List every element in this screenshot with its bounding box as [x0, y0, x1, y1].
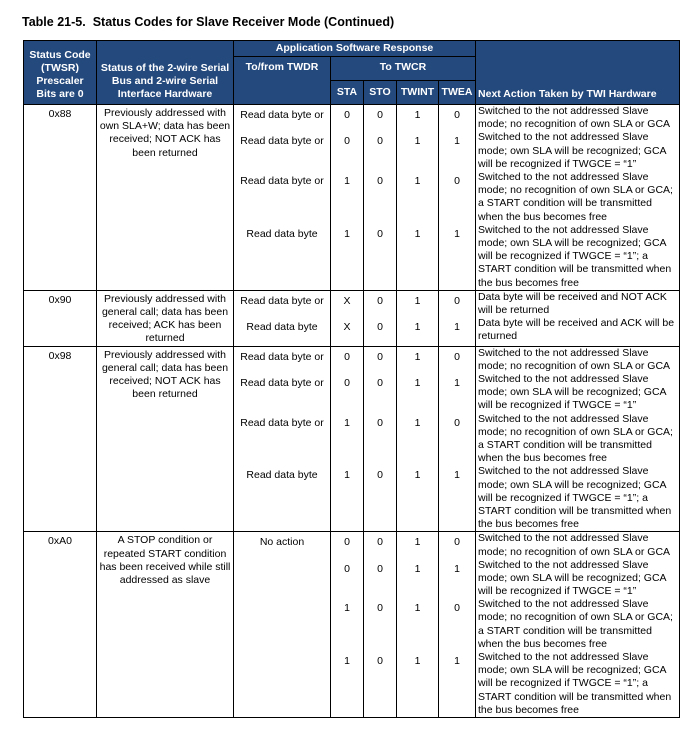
twint-value: 1 [414, 562, 421, 575]
next-action-line: Switched to the not addressed Slave [478, 105, 649, 117]
next-action-line: Data byte will be received and ACK will be [478, 317, 675, 330]
sto-value: 0 [377, 174, 383, 187]
sta-value: 0 [344, 109, 350, 121]
twea-cell [439, 532, 476, 718]
next-action-line: will be recognized if TWGCE = “1” [478, 585, 637, 598]
twea-value: 0 [454, 174, 460, 187]
next-action-line: Switched to the not addressed Slave [478, 346, 649, 359]
twdr-value: Read data byte or [240, 109, 324, 121]
header-status-code: Status Code (TWSR) Prescaler Bits are 0 [24, 41, 97, 105]
status-codes-table [23, 40, 680, 718]
sta-value: 1 [344, 227, 350, 240]
status-code-cell [24, 532, 97, 718]
next-action-line: will be recognized if TWGCE = “1” [478, 399, 637, 412]
next-action-line: the bus becomes free [478, 703, 579, 716]
twdr-value: Read data byte [246, 321, 318, 334]
sto-value: 0 [377, 109, 383, 121]
next-action-cell [476, 290, 680, 346]
twint-value: 1 [414, 536, 421, 549]
sta-value: 1 [344, 602, 350, 615]
sta-value: 0 [344, 350, 350, 363]
sta-value: X [343, 294, 351, 307]
next-action-line: Switched to the not addressed Slave [478, 651, 649, 664]
twint-cell [397, 532, 439, 718]
sta-value: 1 [344, 655, 350, 668]
next-action-line: START condition will be transmitted when [478, 504, 672, 517]
sto-cell [364, 346, 397, 532]
twint-cell [397, 346, 439, 532]
twdr-action-cell [234, 290, 331, 346]
twint-value: 1 [414, 109, 421, 121]
status-description-line: repeated START condition [103, 547, 227, 560]
status-code: 0x90 [48, 293, 72, 306]
header-status-hardware: Status of the 2-wire Serial Bus and 2-wire Serial Interface Hardware [97, 41, 234, 105]
sto-value: 0 [377, 602, 383, 615]
twdr-action-cell [234, 346, 331, 532]
table-body [24, 105, 680, 718]
twint-value: 1 [414, 655, 421, 668]
twdr-value: Read data byte or [240, 135, 324, 148]
header-sta: STA [331, 81, 364, 105]
sta-cell [331, 346, 364, 532]
status-code: 0x98 [48, 349, 72, 362]
sta-cell [331, 290, 364, 346]
twdr-value: Read data byte or [240, 376, 324, 389]
status-description-cell [97, 105, 234, 291]
next-action-line: will be recognized if TWGCE = “1”; a [478, 491, 648, 504]
sta-value: 0 [344, 562, 350, 575]
next-action-line: the bus becomes free [478, 276, 579, 289]
next-action-line: Switched to the not addressed Slave [478, 532, 649, 545]
twdr-value [236, 598, 328, 602]
table-title: Status Codes for Slave Receiver Mode (Continued) [92, 15, 395, 29]
status-description-line: general call; data has been [101, 305, 229, 318]
header-twea: TWEA [439, 81, 476, 105]
status-description-line: received; ACK has been [108, 319, 222, 332]
twint-value: 1 [414, 602, 421, 615]
twdr-action-cell [234, 105, 331, 291]
status-description-line: has been received while still [99, 560, 231, 573]
status-code-cell [24, 346, 97, 532]
next-action-line: mode; own SLA will be recognized; GCA [478, 664, 667, 677]
next-action-line: mode; own SLA will be recognized; GCA [478, 144, 667, 157]
twdr-value: Read data byte or [240, 416, 324, 429]
twea-value: 0 [454, 109, 460, 121]
status-description-line: own SLA+W; data has been [99, 120, 231, 133]
table-caption [22, 15, 394, 29]
next-action-cell [476, 532, 680, 718]
twea-value: 0 [454, 416, 460, 429]
next-action-line: Switched to the not addressed Slave [478, 558, 649, 571]
twea-cell [439, 290, 476, 346]
twint-value: 1 [414, 294, 421, 307]
sta-value: 0 [344, 536, 350, 549]
sto-value: 0 [377, 469, 383, 482]
twint-value: 1 [414, 321, 421, 334]
status-description-line: A STOP condition or [117, 534, 213, 547]
header-app-response: Application Software Response [234, 41, 476, 57]
twea-cell [439, 105, 476, 291]
next-action-line: will be recognized if TWGCE = “1”; a [478, 250, 648, 263]
next-action-cell [476, 346, 680, 532]
sta-value: 1 [344, 416, 350, 429]
sta-value: 1 [344, 469, 350, 482]
twint-value: 1 [414, 469, 421, 482]
twint-cell [397, 105, 439, 291]
next-action-line: when the bus becomes free [478, 210, 608, 223]
sta-cell [331, 105, 364, 291]
table-row [24, 290, 680, 346]
next-action-line: when the bus becomes free [478, 452, 608, 465]
next-action-line: mode; own SLA will be recognized; GCA [478, 236, 667, 249]
sta-value: 1 [344, 174, 350, 187]
sto-cell [364, 105, 397, 291]
sta-cell [331, 532, 364, 718]
twea-value: 1 [454, 321, 460, 334]
twdr-value: No action [259, 536, 305, 549]
next-action-line: mode; no recognition of own SLA or GCA [478, 359, 671, 372]
sto-value: 0 [377, 655, 383, 668]
next-action-line: mode; no recognition of own SLA or GCA; [478, 611, 673, 624]
next-action-line: Switched to the not addressed Slave [478, 412, 649, 425]
twea-value: 1 [454, 655, 460, 668]
next-action-line: Switched to the not addressed Slave [478, 598, 649, 611]
twdr-value: Read data byte or [240, 294, 324, 307]
status-description-line: Previously addressed with [104, 107, 226, 119]
next-action-line: mode; own SLA will be recognized; GCA [478, 571, 667, 584]
next-action-line: Switched to the not addressed Slave [478, 372, 649, 385]
next-action-line: Switched to the not addressed Slave [478, 170, 649, 183]
twea-value: 1 [454, 562, 460, 575]
next-action-line: returned [478, 330, 518, 343]
next-action-line: mode; no recognition of own SLA or GCA [478, 118, 671, 131]
next-action-line: START condition will be transmitted when [478, 690, 672, 703]
status-description-line: addressed as slave [119, 573, 211, 586]
table-number: Table 21-5. [22, 15, 86, 29]
next-action-line: mode; no recognition of own SLA or GCA; [478, 425, 673, 438]
next-action-line: mode; own SLA will be recognized; GCA [478, 386, 667, 399]
sto-value: 0 [377, 294, 383, 307]
status-description-cell [97, 532, 234, 718]
header-to-from-twdr: To/from TWDR [234, 57, 331, 105]
sto-value: 0 [377, 321, 383, 334]
twdr-value [236, 559, 328, 563]
sta-value: 0 [344, 135, 350, 148]
twea-cell [439, 346, 476, 532]
twea-value: 1 [454, 469, 460, 482]
status-description-line: received; NOT ACK has [109, 374, 221, 387]
twea-value: 0 [454, 350, 460, 363]
sto-value: 0 [377, 135, 383, 148]
twint-value: 1 [414, 227, 421, 240]
twea-value: 0 [454, 294, 460, 307]
twint-cell [397, 290, 439, 346]
sta-value: X [343, 321, 351, 334]
sto-value: 0 [377, 376, 383, 389]
next-action-line: a START condition will be transmitted [478, 624, 652, 637]
status-code: 0x88 [48, 108, 72, 120]
header-twint: TWINT [397, 81, 439, 105]
next-action-line: START condition will be transmitted when [478, 263, 672, 276]
sto-value: 0 [377, 416, 383, 429]
next-action-line: mode; no recognition of own SLA or GCA [478, 545, 671, 558]
status-description-cell [97, 290, 234, 346]
header-next-action: Next Action Taken by TWI Hardware [476, 41, 680, 105]
sta-value: 0 [344, 376, 350, 389]
twea-value: 0 [454, 602, 460, 615]
next-action-line: Data byte will be received and NOT ACK [478, 290, 667, 303]
twdr-value: Read data byte [246, 469, 318, 482]
twint-value: 1 [414, 135, 421, 148]
status-description-line: returned [145, 332, 185, 345]
next-action-line: mode; own SLA will be recognized; GCA [478, 478, 667, 491]
next-action-cell [476, 105, 680, 291]
table-row [24, 105, 680, 291]
status-description-line: been returned [132, 146, 198, 159]
twint-value: 1 [414, 376, 421, 389]
twint-value: 1 [414, 416, 421, 429]
status-description-cell [97, 346, 234, 532]
twdr-value [236, 651, 328, 655]
status-description-line: been returned [132, 388, 198, 401]
status-code-cell [24, 290, 97, 346]
next-action-line: Switched to the not addressed Slave [478, 131, 649, 144]
table-row [24, 532, 680, 718]
status-description-line: Previously addressed with [104, 348, 226, 361]
twint-value: 1 [414, 174, 421, 187]
table-row [24, 346, 680, 532]
sto-value: 0 [377, 350, 383, 363]
header-sto: STO [364, 81, 397, 105]
status-description-line: general call; data has been [101, 361, 229, 374]
twdr-value: Read data byte or [240, 350, 324, 363]
header-to-twcr: To TWCR [331, 57, 476, 81]
next-action-line: when the bus becomes free [478, 637, 608, 650]
next-action-line: Switched to the not addressed Slave [478, 223, 649, 236]
status-description-line: Previously addressed with [104, 292, 226, 305]
next-action-line: Switched to the not addressed Slave [478, 465, 649, 478]
sto-value: 0 [377, 227, 383, 240]
sto-cell [364, 290, 397, 346]
status-description-line: received; NOT ACK has [109, 133, 221, 146]
sto-value: 0 [377, 536, 383, 549]
next-action-line: will be recognized if TWGCE = “1” [478, 157, 637, 170]
next-action-line: will be recognized if TWGCE = “1”; a [478, 677, 648, 690]
twdr-action-cell [234, 532, 331, 718]
twea-value: 1 [454, 227, 460, 240]
next-action-line: a START condition will be transmitted [478, 438, 652, 451]
status-code: 0xA0 [48, 535, 72, 548]
twdr-value: Read data byte or [240, 174, 324, 187]
twea-value: 1 [454, 135, 460, 148]
sto-cell [364, 532, 397, 718]
next-action-line: mode; no recognition of own SLA or GCA; [478, 184, 673, 197]
sto-value: 0 [377, 562, 383, 575]
twdr-value: Read data byte [246, 227, 318, 240]
status-code-cell [24, 105, 97, 291]
next-action-line: a START condition will be transmitted [478, 197, 652, 210]
twea-value: 0 [454, 536, 460, 549]
next-action-line: will be returned [478, 303, 550, 316]
twea-value: 1 [454, 376, 460, 389]
next-action-line: the bus becomes free [478, 518, 579, 531]
twint-value: 1 [414, 350, 421, 363]
